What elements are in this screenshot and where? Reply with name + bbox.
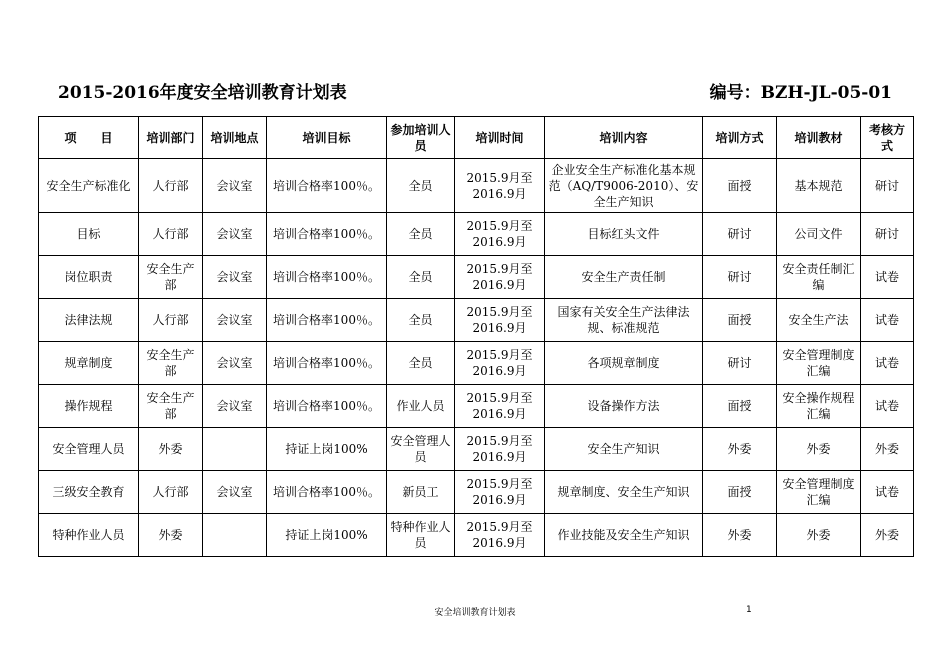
table-cell: 全员 bbox=[387, 342, 455, 385]
table-cell: 安全管理制度汇编 bbox=[777, 342, 861, 385]
table-cell: 安全管理人员 bbox=[39, 428, 139, 471]
table-cell: 2015.9月至2016.9月 bbox=[455, 342, 545, 385]
table-cell: 全员 bbox=[387, 213, 455, 256]
table-cell: 培训合格率100％。 bbox=[267, 385, 387, 428]
table-cell: 会议室 bbox=[203, 159, 267, 213]
table-cell: 外委 bbox=[777, 428, 861, 471]
table-cell: 研讨 bbox=[703, 342, 777, 385]
table-header-row bbox=[39, 117, 914, 159]
table-cell: 会议室 bbox=[203, 342, 267, 385]
table-cell: 2015.9月至2016.9月 bbox=[455, 385, 545, 428]
document-code: 编号：BZH-JL-05-01 bbox=[709, 83, 892, 103]
document-title: 2015-2016年度安全培训教育计划表 bbox=[58, 83, 347, 103]
table-cell: 外委 bbox=[139, 514, 203, 557]
table-cell: 会议室 bbox=[203, 256, 267, 299]
table-cell: 研讨 bbox=[703, 256, 777, 299]
table-cell: 规章制度 bbox=[39, 342, 139, 385]
table-cell: 培训合格率100％。 bbox=[267, 471, 387, 514]
table-cell: 设备操作方法 bbox=[545, 385, 703, 428]
table-cell: 2015.9月至2016.9月 bbox=[455, 159, 545, 213]
table-cell: 安全生产部 bbox=[139, 256, 203, 299]
table-cell: 企业安全生产标准化基本规范（AQ/T9006-2010）、安全生产知识 bbox=[545, 159, 703, 213]
footer-title: 安全培训教育计划表 bbox=[434, 608, 516, 618]
table-cell: 外委 bbox=[703, 428, 777, 471]
table-cell: 安全操作规程汇编 bbox=[777, 385, 861, 428]
column-header: 考核方式 bbox=[861, 117, 914, 159]
table-cell: 安全生产责任制 bbox=[545, 256, 703, 299]
table-cell: 特种作业人员 bbox=[387, 514, 455, 557]
table-cell: 培训合格率100％。 bbox=[267, 256, 387, 299]
table-cell: 人行部 bbox=[139, 471, 203, 514]
table-row bbox=[39, 256, 914, 299]
table-cell: 三级安全教育 bbox=[39, 471, 139, 514]
table-row bbox=[39, 514, 914, 557]
table-cell: 面授 bbox=[703, 299, 777, 342]
table-cell: 法律法规 bbox=[39, 299, 139, 342]
table-cell: 培训合格率100％。 bbox=[267, 213, 387, 256]
table-row bbox=[39, 342, 914, 385]
table-cell: 安全管理人员 bbox=[387, 428, 455, 471]
table-cell: 作业人员 bbox=[387, 385, 455, 428]
table-cell: 2015.9月至2016.9月 bbox=[455, 514, 545, 557]
table-cell: 面授 bbox=[703, 471, 777, 514]
table-row bbox=[39, 428, 914, 471]
table-cell: 试卷 bbox=[861, 342, 914, 385]
column-header: 培训内容 bbox=[545, 117, 703, 159]
table-cell: 持证上岗100% bbox=[267, 514, 387, 557]
table-cell: 试卷 bbox=[861, 471, 914, 514]
table-cell: 目标红头文件 bbox=[545, 213, 703, 256]
table-cell: 外委 bbox=[139, 428, 203, 471]
table-cell: 安全生产部 bbox=[139, 342, 203, 385]
table-row bbox=[39, 299, 914, 342]
table-cell: 外委 bbox=[861, 514, 914, 557]
table-cell: 研讨 bbox=[861, 213, 914, 256]
table-cell: 会议室 bbox=[203, 385, 267, 428]
table-cell: 2015.9月至2016.9月 bbox=[455, 428, 545, 471]
column-header: 培训时间 bbox=[455, 117, 545, 159]
column-header: 培训目标 bbox=[267, 117, 387, 159]
table-cell: 人行部 bbox=[139, 213, 203, 256]
table-cell bbox=[203, 428, 267, 471]
table-cell: 国家有关安全生产法律法规、标准规范 bbox=[545, 299, 703, 342]
table-cell: 岗位职责 bbox=[39, 256, 139, 299]
table-cell: 安全生产标准化 bbox=[39, 159, 139, 213]
table-cell: 研讨 bbox=[861, 159, 914, 213]
table-cell: 基本规范 bbox=[777, 159, 861, 213]
table-cell: 研讨 bbox=[703, 213, 777, 256]
column-header: 项 目 bbox=[39, 117, 139, 159]
table-cell: 人行部 bbox=[139, 299, 203, 342]
table-cell: 安全责任制汇编 bbox=[777, 256, 861, 299]
table-cell: 安全管理制度汇编 bbox=[777, 471, 861, 514]
table-cell: 试卷 bbox=[861, 299, 914, 342]
table-cell: 全员 bbox=[387, 299, 455, 342]
table-cell: 培训合格率100％。 bbox=[267, 342, 387, 385]
table-cell: 全员 bbox=[387, 159, 455, 213]
table-cell: 会议室 bbox=[203, 299, 267, 342]
table-cell: 公司文件 bbox=[777, 213, 861, 256]
table-cell: 各项规章制度 bbox=[545, 342, 703, 385]
table-cell: 操作规程 bbox=[39, 385, 139, 428]
table-cell: 作业技能及安全生产知识 bbox=[545, 514, 703, 557]
table-row bbox=[39, 159, 914, 213]
table-cell: 外委 bbox=[861, 428, 914, 471]
table-cell: 外委 bbox=[777, 514, 861, 557]
table-cell: 全员 bbox=[387, 256, 455, 299]
table-cell: 面授 bbox=[703, 159, 777, 213]
table-cell: 安全生产知识 bbox=[545, 428, 703, 471]
table-cell bbox=[203, 514, 267, 557]
table-body bbox=[39, 159, 914, 557]
table-cell: 2015.9月至2016.9月 bbox=[455, 471, 545, 514]
table-cell: 2015.9月至2016.9月 bbox=[455, 299, 545, 342]
table-cell: 培训合格率100％。 bbox=[267, 159, 387, 213]
table-cell: 人行部 bbox=[139, 159, 203, 213]
table-cell: 新员工 bbox=[387, 471, 455, 514]
table-cell: 会议室 bbox=[203, 471, 267, 514]
table-row bbox=[39, 471, 914, 514]
table-cell: 试卷 bbox=[861, 385, 914, 428]
column-header: 培训教材 bbox=[777, 117, 861, 159]
column-header: 培训方式 bbox=[703, 117, 777, 159]
table-cell: 特种作业人员 bbox=[39, 514, 139, 557]
table-cell: 试卷 bbox=[861, 256, 914, 299]
table-cell: 持证上岗100% bbox=[267, 428, 387, 471]
table-cell: 规章制度、安全生产知识 bbox=[545, 471, 703, 514]
page-number: 1 bbox=[746, 605, 752, 615]
table-cell: 2015.9月至2016.9月 bbox=[455, 213, 545, 256]
table-cell: 目标 bbox=[39, 213, 139, 256]
table-cell: 培训合格率100％。 bbox=[267, 299, 387, 342]
table-cell: 安全生产法 bbox=[777, 299, 861, 342]
table-row bbox=[39, 385, 914, 428]
table-cell: 外委 bbox=[703, 514, 777, 557]
table-row bbox=[39, 213, 914, 256]
table-cell: 面授 bbox=[703, 385, 777, 428]
column-header: 培训地点 bbox=[203, 117, 267, 159]
training-plan-table bbox=[38, 116, 914, 557]
table-cell: 安全生产部 bbox=[139, 385, 203, 428]
table-cell: 2015.9月至2016.9月 bbox=[455, 256, 545, 299]
table-cell: 会议室 bbox=[203, 213, 267, 256]
column-header: 培训部门 bbox=[139, 117, 203, 159]
column-header: 参加培训人员 bbox=[387, 117, 455, 159]
